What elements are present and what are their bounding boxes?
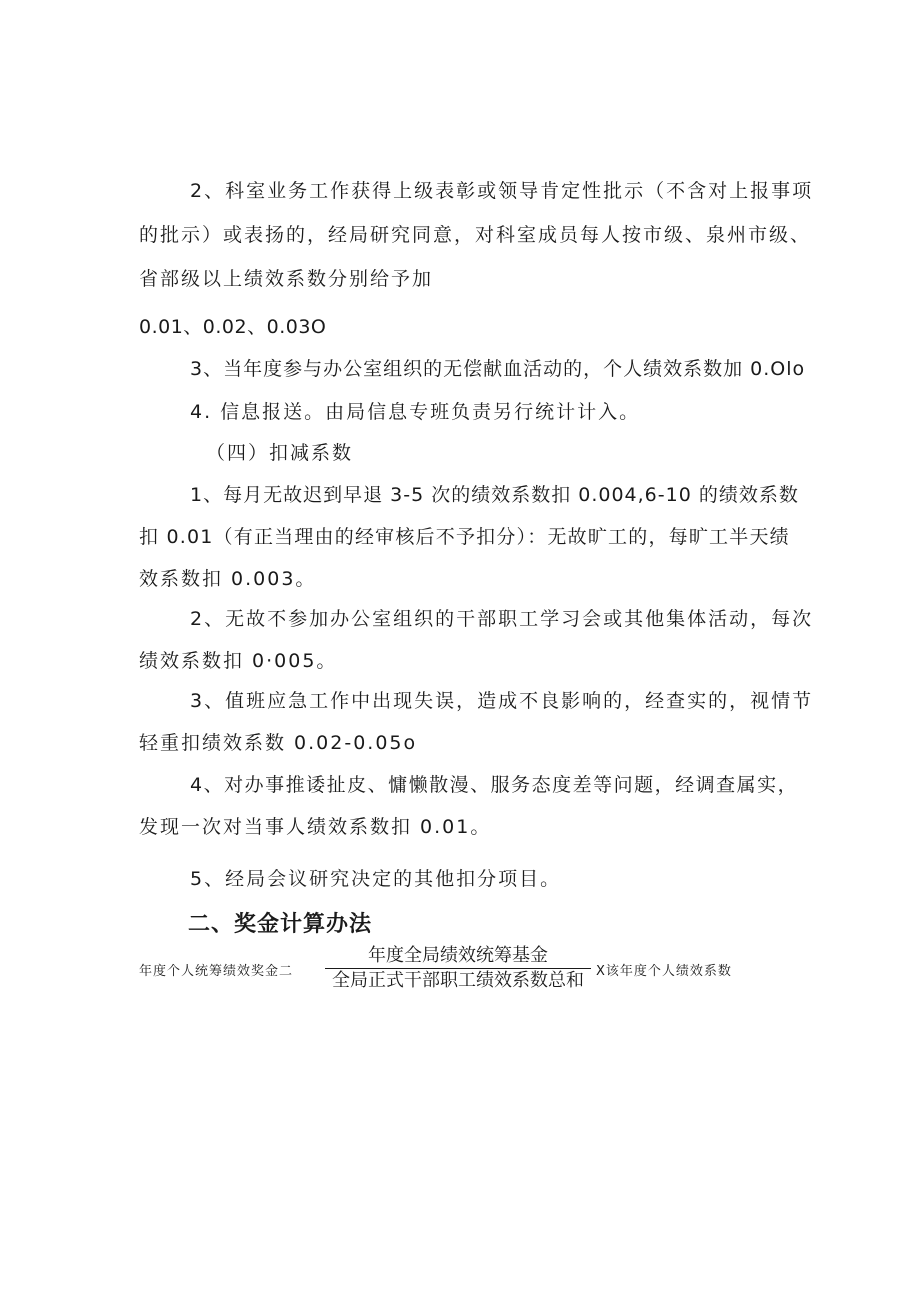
- formula-numerator: 年度全局绩效统筹基金: [325, 944, 591, 969]
- deduct-3-line-1: 3、值班应急工作中出现失误，造成不良影响的，经查实的，视情节: [190, 690, 814, 712]
- deduct-1-line-1: 1、每月无故迟到早退 3-5 次的绩效系数扣 0.004,6-10 的绩效系数: [190, 484, 799, 506]
- section-four-title: （四）扣减系数: [206, 442, 354, 464]
- deduct-1-line-2: 扣 0.01（有正当理由的经审核后不予扣分）：无故旷工的，每旷工半天绩: [139, 526, 790, 548]
- para-2-line-1: 2、科室业务工作获得上级表彰或领导肯定性批示（不含对上报事项: [190, 180, 814, 202]
- deduct-3-line-2: 轻重扣绩效系数 0.02-0.05o: [139, 732, 418, 754]
- deduct-2-line-2: 绩效系数扣 0·005。: [139, 650, 338, 672]
- formula-lhs: 年度个人统筹绩效奖金二: [139, 964, 294, 979]
- formula-rhs: X该年度个人绩效系数: [596, 964, 732, 979]
- deduct-2-line-1: 2、无故不参加办公室组织的干部职工学习会或其他集体活动，每次: [190, 608, 814, 630]
- section-two-heading: 二、奖金计算办法: [188, 912, 373, 937]
- deduct-5-line: 5、经局会议研究决定的其他扣分项目。: [190, 868, 562, 890]
- para-4-line: 4. 信息报送。由局信息专班负责另行统计计入。: [190, 401, 641, 423]
- formula-denominator: 全局正式干部职工绩效系数总和: [332, 970, 584, 991]
- para-2-line-2: 的批示）或表扬的，经局研究同意，对科室成员每人按市级、泉州市级、: [139, 224, 812, 246]
- para-2-line-4: 0.01、0.02、0.03O: [139, 316, 327, 338]
- para-2-line-3: 省部级以上绩效系数分别给予加: [139, 268, 434, 290]
- formula-fraction: [325, 944, 591, 993]
- deduct-4-line-2: 发现一次对当事人绩效系数扣 0.01。: [139, 816, 492, 838]
- deduct-1-line-3: 效系数扣 0.003。: [139, 568, 317, 590]
- para-3-line: 3、当年度参与办公室组织的无偿献血活动的，个人绩效系数加 0.Olo: [190, 358, 806, 380]
- deduct-4-line-1: 4、对办事推诿扯皮、慵懒散漫、服务态度差等问题，经调查属实，: [190, 774, 799, 796]
